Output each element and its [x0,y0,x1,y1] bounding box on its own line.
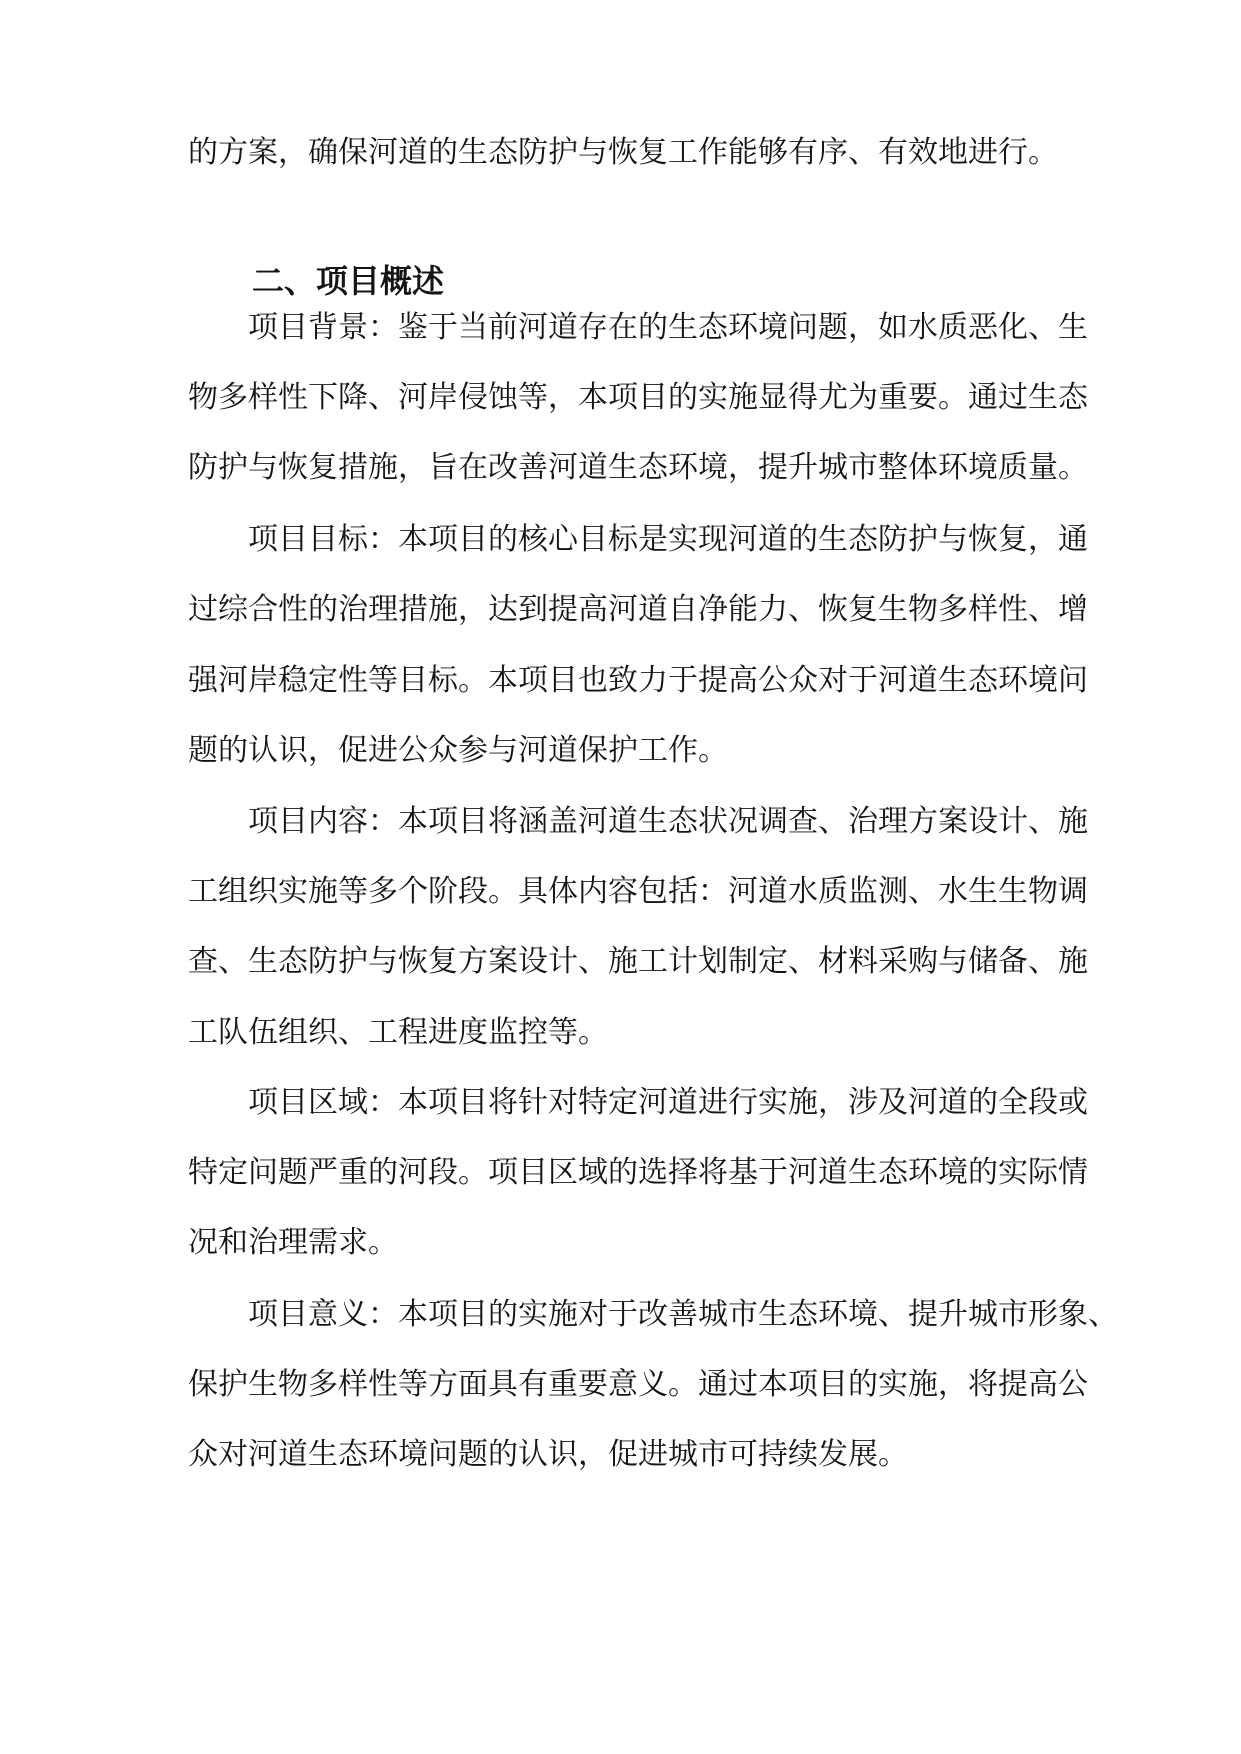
area-line-2: 特定问题严重的河段。项目区域的选择将基于河道生态环境的实际情 [188,1155,1088,1190]
goal-line-3: 强河岸稳定性等目标。本项目也致力于提高公众对于河道生态环境问 [188,663,1088,698]
area-line-3: 况和治理需求。 [188,1225,398,1260]
goal-line-1: 项目目标：本项目的核心目标是实现河道的生态防护与恢复，通 [248,522,1088,557]
goal-line-2: 过综合性的治理措施，达到提高河道自净能力、恢复生物多样性、增 [188,592,1088,627]
content-line-2: 工组织实施等多个阶段。具体内容包括：河道水质监测、水生生物调 [188,874,1088,909]
intro-tail-line: 的方案，确保河道的生态防护与恢复工作能够有序、有效地进行。 [188,135,1058,170]
content-line-1: 项目内容：本项目将涵盖河道生态状况调查、治理方案设计、施 [248,804,1088,839]
goal-line-4: 题的认识，促进公众参与河道保护工作。 [188,733,728,768]
background-line-1: 项目背景：鉴于当前河道存在的生态环境问题，如水质恶化、生 [248,310,1088,345]
significance-line-2: 保护生物多样性等方面具有重要意义。通过本项目的实施，将提高公 [188,1367,1088,1402]
content-line-4: 工队伍组织、工程进度监控等。 [188,1015,608,1050]
content-line-3: 查、生态防护与恢复方案设计、施工计划制定、材料采购与储备、施 [188,944,1088,979]
significance-line-3: 众对河道生态环境问题的认识，促进城市可持续发展。 [188,1437,908,1472]
background-line-2: 物多样性下降、河岸侵蚀等，本项目的实施显得尤为重要。通过生态 [188,380,1088,415]
significance-line-1: 项目意义：本项目的实施对于改善城市生态环境、提升城市形象、 [248,1297,1118,1332]
background-line-3: 防护与恢复措施，旨在改善河道生态环境，提升城市整体环境质量。 [188,450,1088,485]
section-heading: 二、项目概述 [252,262,445,300]
area-line-1: 项目区域：本项目将针对特定河道进行实施，涉及河道的全段或 [248,1085,1088,1120]
